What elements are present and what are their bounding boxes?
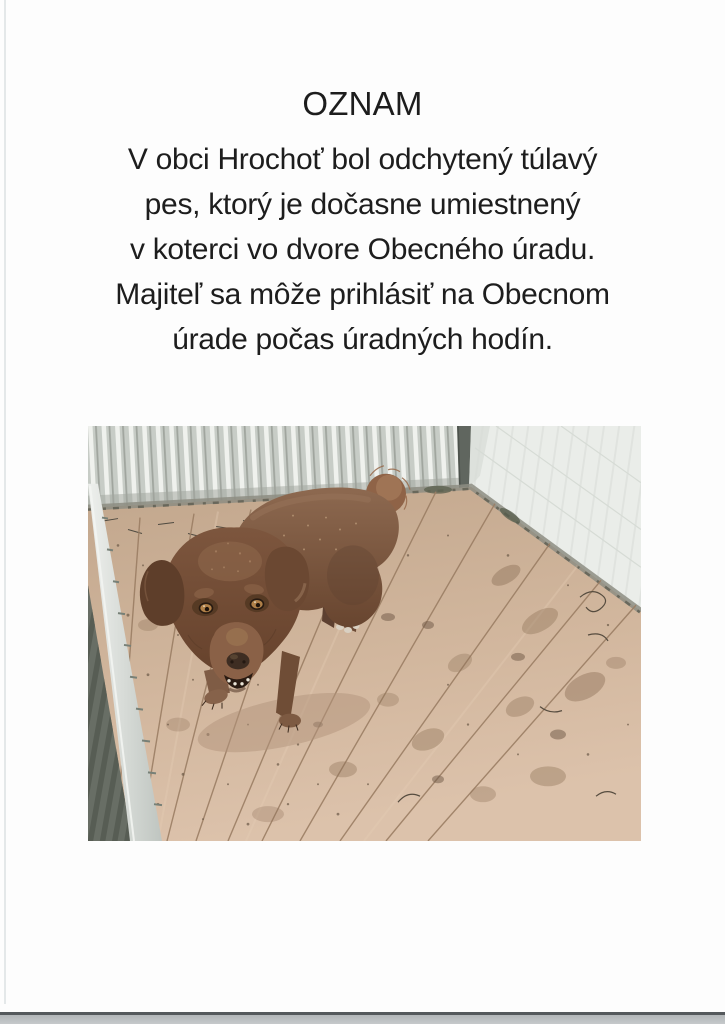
scan-bottom-background — [0, 1015, 725, 1024]
notice-line: pes, ktorý je dočasne umiestnený — [144, 188, 581, 221]
notice-line: úrade počas úradných hodín. — [172, 323, 553, 356]
dog-photo-illustration — [88, 426, 641, 841]
notice-body — [0, 137, 725, 362]
notice-line: V obci Hrochoť bol odchytený túlavý — [127, 143, 598, 176]
dog-photo — [88, 426, 641, 841]
notice-title: OZNAM — [302, 85, 423, 122]
notice-line: Majiteľ sa môže prihlásiť na Obecnom — [115, 278, 610, 311]
notice-line: v koterci vo dvore Obecného úradu. — [129, 233, 596, 266]
dog-nose — [227, 652, 250, 669]
